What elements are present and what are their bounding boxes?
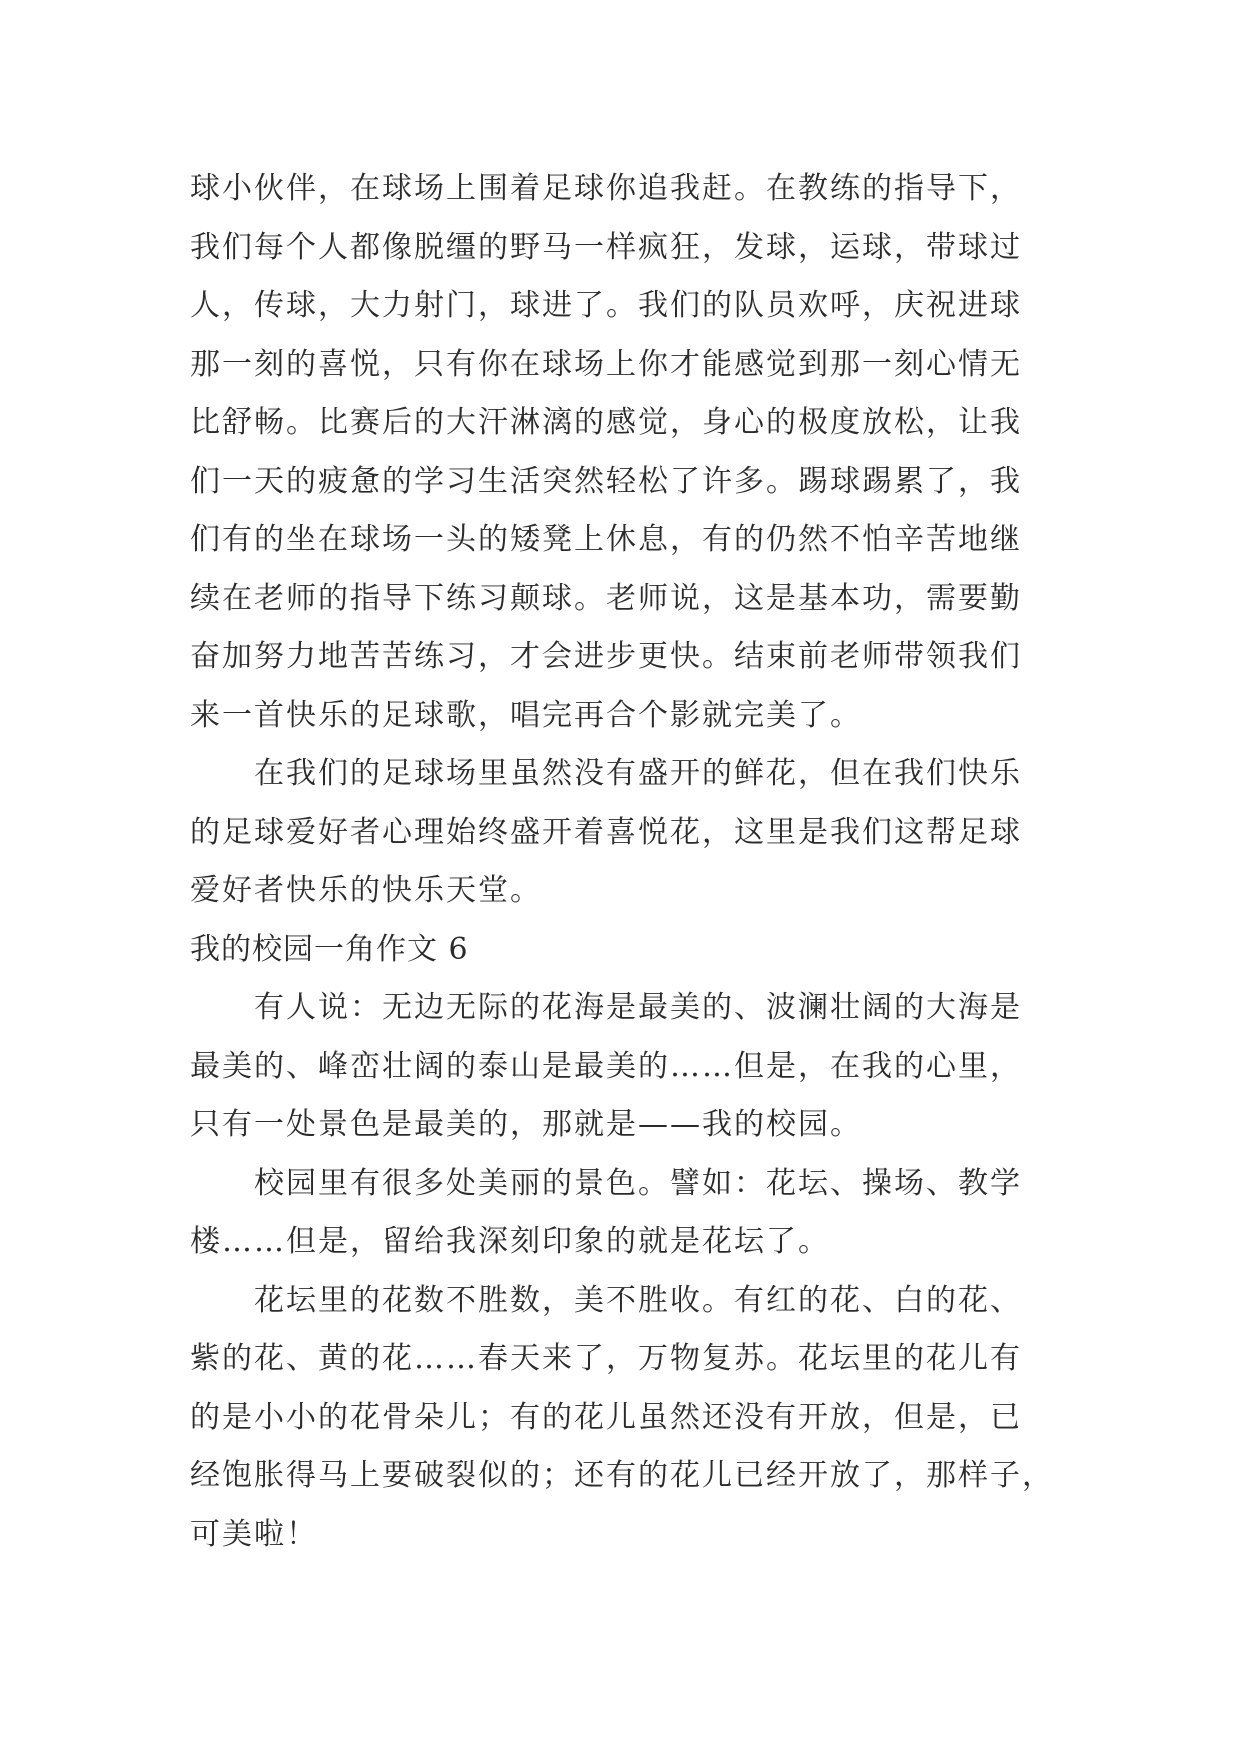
text-line: 们一天的疲惫的学习生活突然轻松了许多。踢球踢累了，我 — [190, 463, 1022, 499]
text-line: 那一刻的喜悦，只有你在球场上你才能感觉到那一刻心情无 — [190, 346, 1022, 382]
paragraph — [190, 745, 1070, 921]
text-line: 续在老师的指导下练习颠球。老师说，这是基本功，需要勤 — [190, 580, 1022, 616]
text-line: 们有的坐在球场一头的矮凳上休息，有的仍然不怕辛苦地继 — [190, 522, 1022, 557]
text-line: 人，传球，大力射门，球进了。我们的队员欢呼，庆祝进球 — [190, 288, 1022, 323]
section-heading — [190, 921, 1070, 980]
text-line: 的是小小的花骨朵儿；有的花儿虽然还没有开放，但是，已 — [190, 1399, 1022, 1435]
heading-text: 我的校园一角作文 6 — [190, 931, 469, 967]
text-line: 来一首快乐的足球歌，唱完再合个影就完美了。 — [190, 697, 862, 733]
text-line: 校园里有很多处美丽的景色。譬如：花坛、操场、教学 — [254, 1165, 1022, 1201]
text-line: 比舒畅。比赛后的大汗淋漓的感觉，身心的极度放松，让我 — [190, 405, 1022, 440]
text-line: 楼……但是，留给我深刻印象的就是花坛了。 — [190, 1224, 830, 1259]
text-line: 可美啦！ — [190, 1516, 318, 1552]
document-body — [190, 160, 1070, 1564]
text-line: 紫的花、黄的花……春天来了，万物复苏。花坛里的花儿有 — [190, 1341, 1022, 1376]
paragraph — [190, 979, 1070, 1155]
text-line: 经饱胀得马上要破裂似的；还有的花儿已经开放了，那样子， — [190, 1458, 1054, 1493]
text-line: 只有一处景色是最美的，那就是——我的校园。 — [190, 1107, 862, 1142]
text-line: 爱好者快乐的快乐天堂。 — [190, 873, 542, 908]
text-line: 在我们的足球场里虽然没有盛开的鲜花，但在我们快乐 — [254, 756, 1022, 791]
text-line: 奋加努力地苦苦练习，才会进步更快。结束前老师带领我们 — [190, 639, 1022, 674]
paragraph — [190, 1155, 1070, 1272]
text-line: 球小伙伴，在球场上围着足球你追我赶。在教练的指导下， — [190, 171, 1022, 206]
paragraph — [190, 160, 1070, 745]
text-line: 我们每个人都像脱缰的野马一样疯狂，发球，运球，带球过 — [190, 229, 1022, 265]
text-line: 的足球爱好者心理始终盛开着喜悦花，这里是我们这帮足球 — [190, 814, 1022, 850]
text-line: 最美的、峰峦壮阔的泰山是最美的……但是，在我的心里， — [190, 1048, 1022, 1084]
text-line: 花坛里的花数不胜数，美不胜收。有红的花、白的花、 — [254, 1282, 1022, 1318]
text-line: 有人说：无边无际的花海是最美的、波澜壮阔的大海是 — [254, 990, 1022, 1025]
paragraph — [190, 1272, 1070, 1565]
